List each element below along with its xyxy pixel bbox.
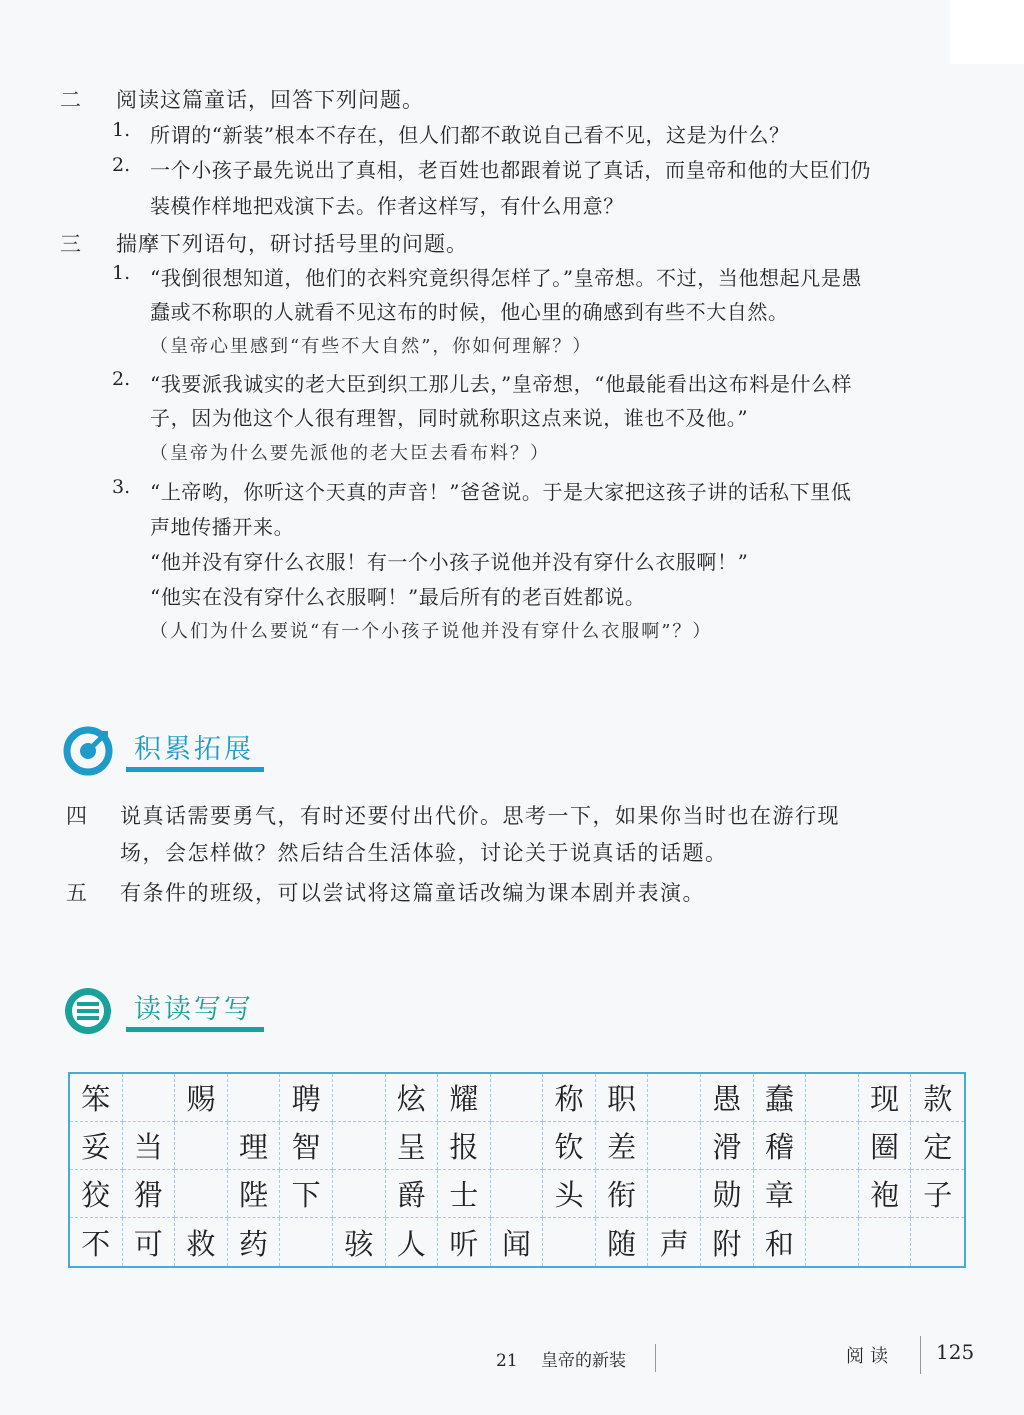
grid-cell: 定 (911, 1122, 964, 1170)
grid-cell (175, 1122, 228, 1170)
question-number: 五 (66, 881, 89, 905)
grid-cell: 笨 (70, 1074, 123, 1122)
grid-cell: 称 (543, 1074, 596, 1122)
hint-line: （人们为什么要说“有一个小孩子说他并没有穿什么衣服啊”？） (150, 621, 713, 642)
footer-divider (655, 1344, 656, 1372)
grid-cell: 可 (123, 1218, 176, 1266)
grid-cell: 聘 (280, 1074, 333, 1122)
text-line: 一个小孩子最先说出了真相，老百姓也都跟着说了真话，而皇帝和他的大臣们仍 (150, 158, 871, 182)
footer-unit: 阅读 (846, 1346, 894, 1367)
grid-cell: 和 (754, 1218, 807, 1266)
sub-number: 2. (112, 154, 131, 176)
sub-number: 1. (112, 119, 131, 141)
grid-cell: 声 (648, 1218, 701, 1266)
grid-cell (175, 1170, 228, 1218)
grid-cell (911, 1218, 964, 1266)
sub-number: 1. (112, 262, 131, 284)
section-heading-read-write (62, 985, 322, 1035)
grid-cell: 赐 (175, 1074, 228, 1122)
question-number: 三 (60, 232, 81, 256)
text-line: “我要派我诚实的老大臣到织工那儿去，”皇帝想，“他最能看出这布料是什么样 (150, 372, 853, 396)
grid-cell: 救 (175, 1218, 228, 1266)
grid-cell: 愚 (701, 1074, 754, 1122)
section-title: 读读写写 (134, 994, 254, 1025)
grid-cell: 随 (596, 1218, 649, 1266)
grid-cell: 滑 (701, 1122, 754, 1170)
text-line: 装模作样地把戏演下去。作者这样写，有什么用意？ (150, 194, 624, 218)
grid-cell: 钦 (543, 1122, 596, 1170)
grid-cell (491, 1074, 544, 1122)
grid-cell: 骇 (333, 1218, 386, 1266)
grid-cell: 袍 (859, 1170, 912, 1218)
list-icon (62, 985, 114, 1037)
grid-cell (543, 1218, 596, 1266)
title-underline (126, 1027, 264, 1032)
text-line: 蠢或不称职的人就看不见这布的时候，他心里的确感到有些不大自然。 (150, 300, 789, 324)
grid-cell (491, 1122, 544, 1170)
sub-number: 3. (112, 476, 131, 498)
grid-cell (123, 1074, 176, 1122)
text-line: 所谓的“新装”根本不存在，但人们都不敢说自己看不见，这是为什么？ (150, 123, 790, 147)
title-underline (126, 767, 264, 772)
question-number: 四 (66, 804, 89, 828)
text-line: “他实在没有穿什么衣服啊！”最后所有的老百姓都说。 (150, 585, 646, 609)
grid-cell: 理 (228, 1122, 281, 1170)
grid-cell (806, 1074, 859, 1122)
grid-cell: 勋 (701, 1170, 754, 1218)
grid-cell: 头 (543, 1170, 596, 1218)
scan-corner (950, 0, 1024, 64)
text-line: 有条件的班级，可以尝试将这篇童话改编为课本剧并表演。 (120, 881, 705, 905)
grid-cell (333, 1122, 386, 1170)
text-line: “他并没有穿什么衣服！有一个小孩子说他并没有穿什么衣服啊！” (150, 550, 749, 574)
grid-cell: 圈 (859, 1122, 912, 1170)
grid-cell: 智 (280, 1122, 333, 1170)
grid-cell: 蠢 (754, 1074, 807, 1122)
grid-cell: 人 (386, 1218, 439, 1266)
question-number: 二 (60, 88, 81, 112)
footer-divider (920, 1336, 921, 1374)
grid-cell: 听 (438, 1218, 491, 1266)
sub-number: 2. (112, 368, 131, 390)
grid-cell (280, 1218, 333, 1266)
grid-cell (859, 1218, 912, 1266)
grid-cell: 狡 (70, 1170, 123, 1218)
grid-cell (648, 1074, 701, 1122)
section-heading-extension (62, 725, 322, 775)
grid-cell: 炫 (386, 1074, 439, 1122)
grid-cell (648, 1170, 701, 1218)
grid-cell: 士 (438, 1170, 491, 1218)
grid-cell: 衔 (596, 1170, 649, 1218)
text-line: 场，会怎样做？然后结合生活体验，讨论关于说真话的话题。 (120, 841, 728, 865)
text-line: 说真话需要勇气，有时还要付出代价。思考一下，如果你当时也在游行现 (120, 804, 840, 828)
grid-cell (806, 1218, 859, 1266)
text-line: “上帝哟，你听这个天真的声音！”爸爸说。于是大家把这孩子讲的话私下里低 (150, 480, 852, 504)
grid-cell: 当 (123, 1122, 176, 1170)
grid-cell: 子 (911, 1170, 964, 1218)
text-line: 声地传播开来。 (150, 515, 295, 539)
grid-cell: 不 (70, 1218, 123, 1266)
grid-cell: 附 (701, 1218, 754, 1266)
question-text: 揣摩下列语句，研讨括号里的问题。 (116, 232, 468, 256)
text-line: 子，因为他这个人很有理智，同时就称职这点来说，谁也不及他。” (150, 406, 749, 430)
grid-cell: 报 (438, 1122, 491, 1170)
grid-cell: 妥 (70, 1122, 123, 1170)
grid-cell: 呈 (386, 1122, 439, 1170)
grid-cell: 职 (596, 1074, 649, 1122)
grid-cell: 款 (911, 1074, 964, 1122)
hint-line: （皇帝心里感到“有些不大自然”，你如何理解？） (150, 336, 593, 357)
grid-cell (491, 1170, 544, 1218)
grid-cell: 闻 (491, 1218, 544, 1266)
question-text: 阅读这篇童话，回答下列问题。 (116, 88, 424, 112)
grid-cell: 差 (596, 1122, 649, 1170)
lesson-number: 21 (496, 1351, 518, 1371)
accumulate-icon (62, 725, 114, 777)
vocabulary-grid (68, 1072, 966, 1268)
grid-cell (333, 1170, 386, 1218)
section-title: 积累拓展 (134, 734, 254, 765)
grid-cell: 爵 (386, 1170, 439, 1218)
grid-cell (648, 1122, 701, 1170)
grid-cell: 陛 (228, 1170, 281, 1218)
hint-line: （皇帝为什么要先派他的老大臣去看布料？） (150, 443, 550, 464)
grid-cell: 猾 (123, 1170, 176, 1218)
grid-cell: 耀 (438, 1074, 491, 1122)
grid-cell: 现 (859, 1074, 912, 1122)
grid-cell (806, 1122, 859, 1170)
grid-cell (333, 1074, 386, 1122)
grid-cell: 稽 (754, 1122, 807, 1170)
grid-cell (806, 1170, 859, 1218)
lesson-title: 皇帝的新装 (541, 1351, 627, 1371)
footer-lesson (496, 1346, 626, 1371)
text-line: “我倒很想知道，他们的衣料究竟织得怎样了。”皇帝想。不过，当他想起凡是愚 (150, 266, 863, 290)
page-number: 125 (936, 1340, 975, 1364)
grid-cell (228, 1074, 281, 1122)
grid-cell: 下 (280, 1170, 333, 1218)
grid-cell: 章 (754, 1170, 807, 1218)
grid-cell: 药 (228, 1218, 281, 1266)
